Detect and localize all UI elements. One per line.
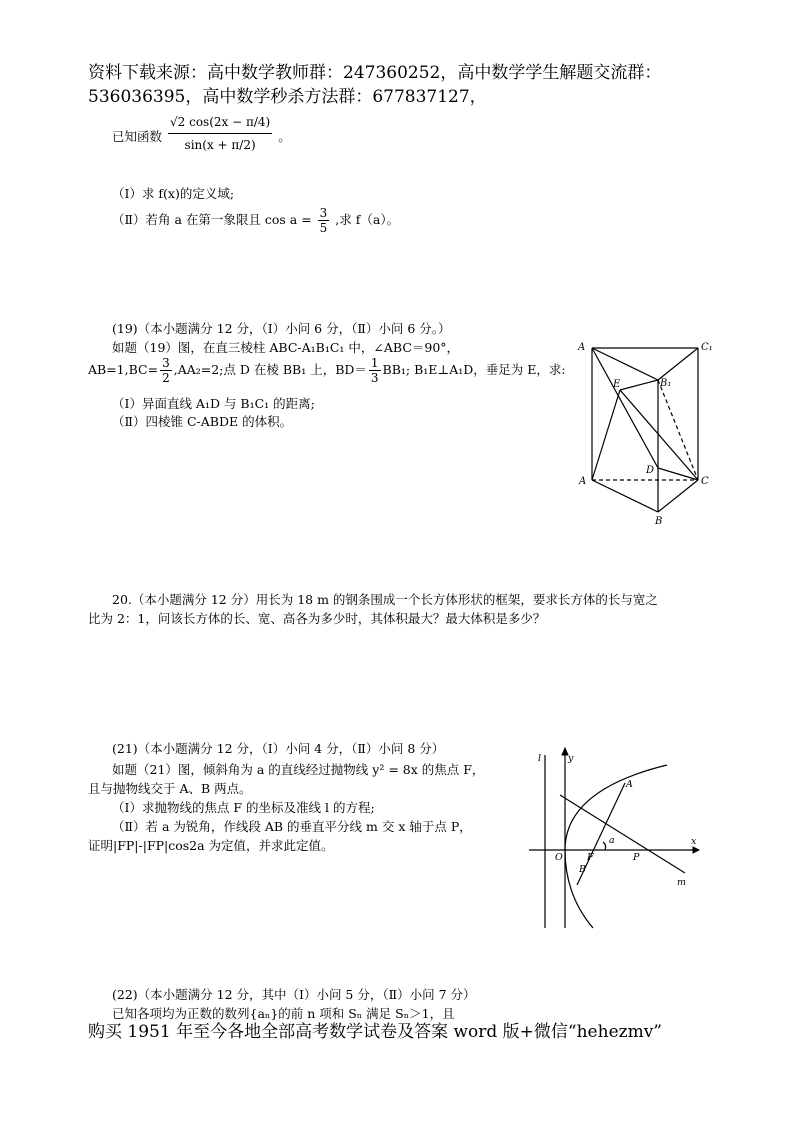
- q19-line-2a: AB=1,BC=: [88, 362, 159, 377]
- q19-line-2c: BB₁; B₁E⊥A₁D，垂足为 E，求:: [382, 362, 566, 377]
- q18-frac-den: 5: [319, 221, 328, 235]
- q20-line-1: 20.（本小题满分 12 分）用长为 18 m 的钢条围成一个长方体形状的框架，要求长方体的长与宽之: [112, 592, 658, 607]
- q19-bd-den: 3: [370, 371, 379, 385]
- x-axis-arrow: [693, 847, 699, 853]
- q18-denominator: sin(x + π/2): [184, 138, 256, 152]
- label-x: x: [691, 836, 697, 847]
- label-o: O: [555, 852, 563, 863]
- q18-fraction: [168, 115, 272, 152]
- q18-part-2-end: ,求 f（a）。: [335, 212, 400, 227]
- label-f: F: [587, 852, 594, 863]
- seg-e-c: [620, 390, 698, 480]
- footer-ad: 购买 1951 年至今各地全部高考数学试卷及答案 word 版+微信“hehezmv”: [88, 1022, 662, 1042]
- q21-parabola-figure: [525, 745, 705, 930]
- label-d: D: [646, 465, 655, 476]
- q18-intro: 已知函数: [112, 129, 163, 144]
- q21-part-2: （Ⅱ）若 a 为锐角，作线段 AB 的垂直平分线 m 交 x 轴于点 P，: [112, 819, 472, 834]
- edge-b1-c1: [658, 348, 698, 380]
- q21-line-1: 如题（21）图，倾斜角为 a 的直线经过抛物线 y² = 8x 的焦点 F，: [112, 762, 485, 777]
- header-line-2: 536036395，高中数学秒杀方法群：677837127，: [88, 87, 487, 107]
- label-b: B: [655, 516, 663, 527]
- q18-part-1: （Ⅰ）求 f(x)的定义域;: [112, 186, 235, 201]
- q19-bc-fraction: [160, 356, 172, 385]
- q22-title: (22)（本小题满分 12 分，其中（Ⅰ）小问 5 分，（Ⅱ）小问 7 分）: [112, 987, 476, 1002]
- q22-line-1: 已知各项均为正数的数列{aₙ}的前 n 项和 Sₙ 满足 Sₙ＞1，且: [112, 1006, 455, 1021]
- q21-part-3: 证明|FP|-|FP|cos2a 为定值，并求此定值。: [88, 838, 334, 853]
- q19-part-1: （Ⅰ）异面直线 A₁D 与 B₁C₁ 的距离;: [112, 396, 315, 411]
- label-y: y: [568, 753, 574, 764]
- q18-part-2-text: （Ⅱ）若角 a 在第一象限且 cos a =: [112, 212, 312, 227]
- q19-title: (19)（本小题满分 12 分，（Ⅰ）小问 6 分，（Ⅱ）小问 6 分。）: [112, 321, 451, 336]
- label-a: A: [579, 476, 587, 487]
- seg-d-c: [658, 468, 698, 480]
- label-e: E: [613, 379, 621, 390]
- q18-frac-num: 3: [319, 206, 328, 220]
- q19-line-1: 如题（19）图，在直三棱柱 ABC-A₁B₁C₁ 中，∠ABC＝90°，: [112, 340, 460, 355]
- q21-part-1: （Ⅰ）求抛物线的焦点 F 的坐标及准线 l 的方程;: [112, 800, 375, 815]
- q19-part-2: （Ⅱ）四棱锥 C-ABDE 的体积。: [112, 414, 293, 429]
- seg-e-b1: [620, 380, 658, 390]
- edge-a1-b1: [592, 348, 658, 380]
- label-c: C: [701, 476, 709, 487]
- label-a1: A: [578, 342, 586, 353]
- label-l: l: [538, 753, 542, 764]
- q21-title: (21)（本小题满分 12 分，（Ⅰ）小问 4 分，（Ⅱ）小问 8 分）: [112, 741, 445, 756]
- seg-b1-c-hidden: [658, 380, 698, 480]
- label-m: m: [677, 877, 687, 888]
- q20-line-2: 比为 2：1，问该长方体的长、宽、高各为多少时，其体积最大？最大体积是多少？: [88, 611, 546, 626]
- label-c1: C₁: [701, 342, 713, 353]
- label-a: A: [626, 779, 633, 790]
- q19-bd-num: 1: [370, 356, 379, 370]
- edge-a-b: [592, 480, 658, 512]
- parabola-curve: [565, 765, 667, 928]
- angle-a-arc: [603, 842, 606, 850]
- q19-prism-figure: [570, 330, 720, 530]
- edge-b-c: [658, 480, 698, 512]
- bisector-m: [560, 795, 685, 873]
- q19-bc-den: 2: [162, 371, 170, 385]
- label-alpha: a: [609, 835, 615, 846]
- q21-line-2: 且与抛物线交于 A、B 两点。: [88, 781, 252, 796]
- header-line-1: 资料下载来源：高中数学教师群：247360252，高中数学学生解题交流群：: [88, 63, 662, 83]
- q18-part-2-fraction: [318, 206, 330, 235]
- label-b: B: [579, 864, 586, 875]
- q18-numerator: √2 cos(2x − π/4): [168, 115, 272, 134]
- label-b1: B₁: [660, 378, 672, 389]
- q19-line-2: [88, 356, 566, 385]
- q18-part-2: [112, 206, 399, 235]
- q19-bc-num: 3: [162, 356, 170, 370]
- q19-line-2b: ,AA₂=2;点 D 在棱 BB₁ 上，BD＝: [173, 362, 367, 377]
- label-p: P: [633, 852, 640, 863]
- seg-e-a: [592, 390, 620, 480]
- q19-bd-fraction: [369, 356, 381, 385]
- q18-end: 。: [278, 129, 291, 144]
